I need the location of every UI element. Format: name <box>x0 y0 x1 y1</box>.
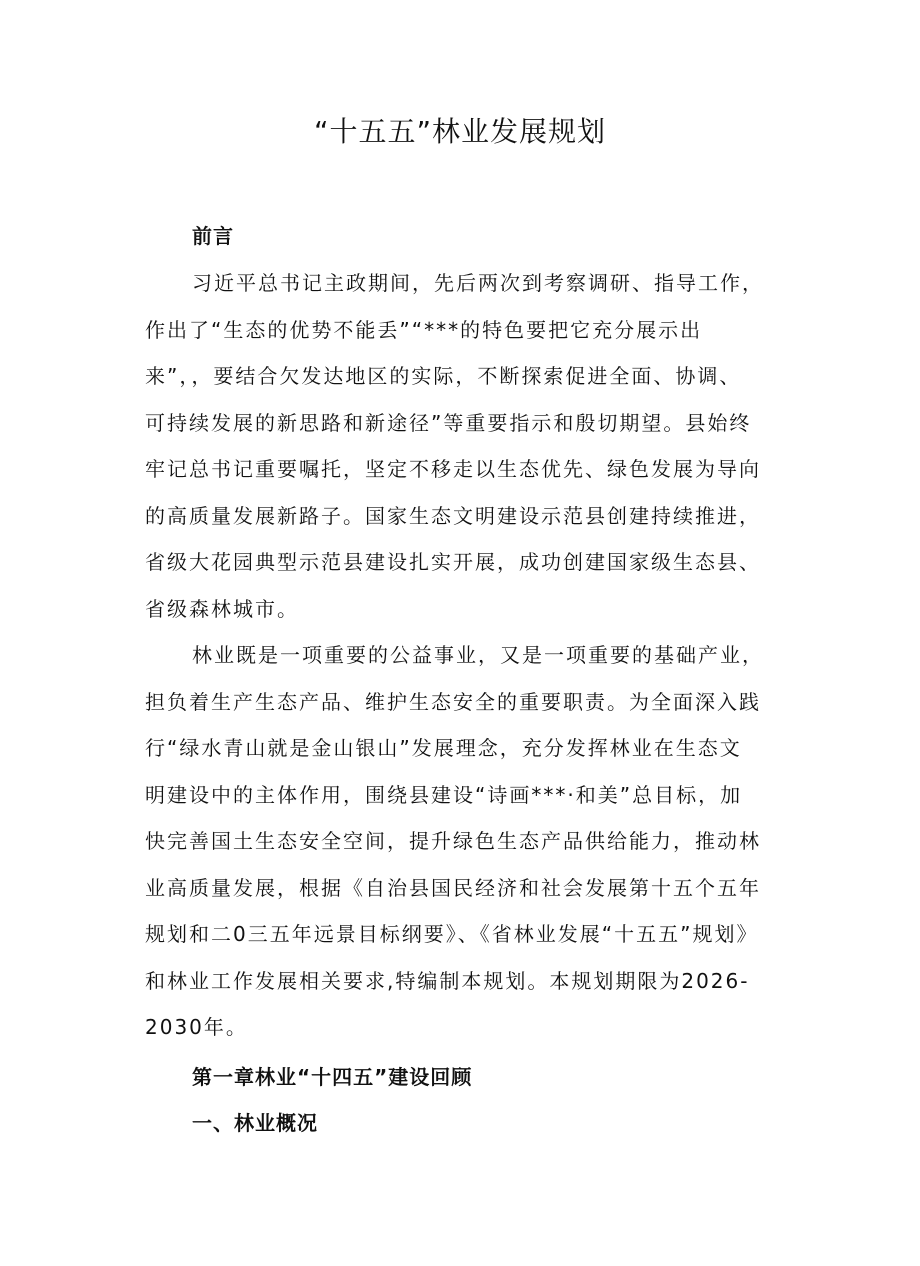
text-line: 作出了“生态的优势不能丢”“***的特色要把它充分展示出 <box>145 317 703 342</box>
text-line: 行“绿水青山就是金山银山”发展理念，充分发挥林业在生态文 <box>145 736 742 760</box>
text-line: 可持续发展的新思路和新途径”等重要指示和殷切期望。县始终 <box>145 410 752 435</box>
text-line: 省级大花园典型示范县建设扎实开展，成功创建国家级生态县、 <box>145 550 761 574</box>
text-line: 林业既是一项重要的公益事业，又是一项重要的基础产业， <box>192 643 764 667</box>
text-line: 明建设中的主体作用，围绕县建设“诗画***·和美”总目标，加 <box>145 782 743 807</box>
text-line: 担负着生产生态产品、维护生态安全的重要职责。为全面深入践 <box>145 689 761 714</box>
paragraph-preface-1 <box>145 260 785 632</box>
document-title: “十五五”林业发展规划 <box>313 115 606 148</box>
text-line: 来”，，要结合欠发达地区的实际，不断探索促进全面、协调、 <box>145 364 742 388</box>
text-line: 业高质量发展，根据《自治县国民经济和社会发展第十五个五年 <box>145 875 761 900</box>
preface-heading: 前言 <box>192 224 234 248</box>
chapter-heading: 第一章林业“十四五”建设回顾 <box>192 1065 473 1089</box>
text-line: 习近平总书记主政期间，先后两次到考察调研、指导工作， <box>192 271 764 295</box>
text-line: 的高质量发展新路子。国家生态文明建设示范县创建持续推进， <box>145 503 761 528</box>
paragraph-preface-2 <box>145 632 785 1051</box>
text-line: 牢记总书记重要嘱托，坚定不移走以生态优先、绿色发展为导向 <box>145 457 761 481</box>
section-heading: 一、林业概况 <box>192 1111 318 1135</box>
text-line: 快完善国土生态安全空间，提升绿色生态产品供给能力，推动林 <box>145 829 761 853</box>
text-line: 2030年。 <box>145 1015 248 1039</box>
text-line: 规划和二0三五年远景目标纲要》、《省林业发展“十五五”规划》 <box>145 922 759 946</box>
text-line: 省级森林城市。 <box>145 596 299 621</box>
text-line: 和林业工作发展相关要求,特编制本规划。本规划期限为2026- <box>145 968 750 993</box>
